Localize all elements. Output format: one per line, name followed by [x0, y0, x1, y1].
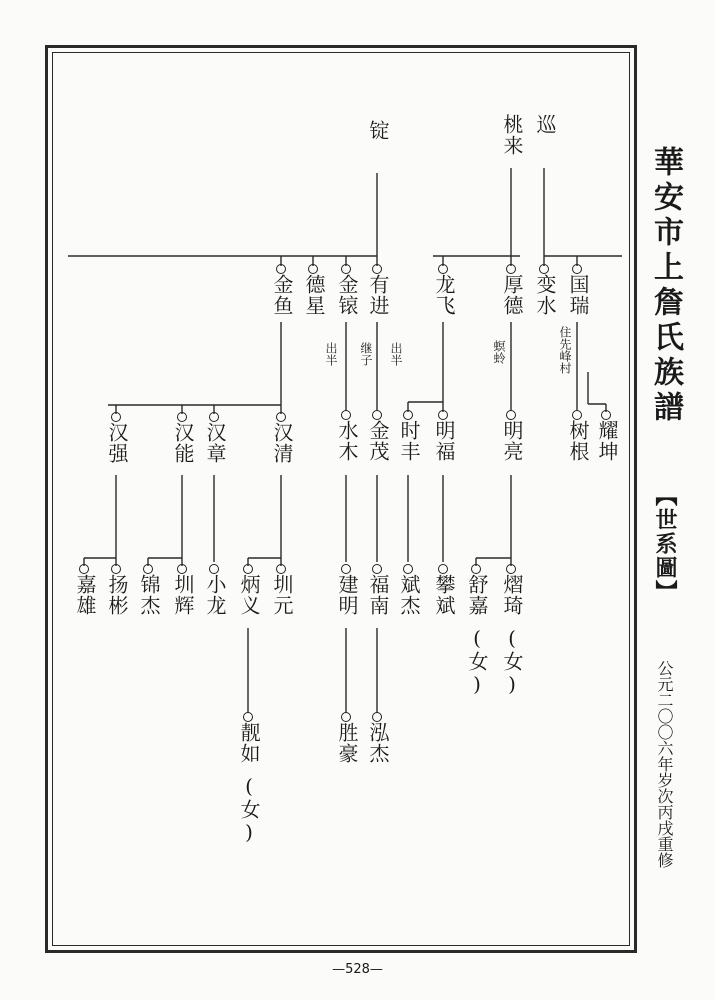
person-circle [438, 264, 448, 274]
person-name: 熠琦 [500, 574, 524, 616]
person-note: 出半 [324, 342, 338, 366]
person-circle [276, 264, 286, 274]
person-name: 时丰 [397, 420, 421, 462]
page-number: —528— [332, 962, 383, 977]
person-name: 小龙 [203, 574, 227, 616]
person-name: 胜豪 [335, 722, 359, 764]
person-circle [572, 264, 582, 274]
person-circle [177, 412, 187, 422]
person-circle [308, 264, 318, 274]
person-name: 舒嘉 [465, 574, 489, 616]
person-name: 明福 [432, 420, 456, 462]
person-name: 桃来 [500, 114, 524, 156]
person-name: 金鱼 [270, 274, 294, 316]
revision-date: 公元二〇〇六年岁次丙戌重修 [655, 660, 674, 868]
person-name: 金锿 [335, 274, 359, 316]
person-name: 嘉雄 [73, 574, 97, 616]
person-circle [209, 564, 219, 574]
person-circle [539, 264, 549, 274]
person-circle [341, 410, 351, 420]
person-circle [243, 564, 253, 574]
person-name: 汉清 [270, 422, 294, 464]
person-circle [572, 410, 582, 420]
person-circle [243, 712, 253, 722]
person-name: 水木 [335, 420, 359, 462]
person-note: 出半 [389, 342, 403, 366]
person-name: 德星 [302, 274, 326, 316]
person-circle [143, 564, 153, 574]
person-name: 锭 [366, 120, 390, 141]
person-circle [341, 712, 351, 722]
person-name: 耀坤 [595, 420, 619, 462]
person-circle [79, 564, 89, 574]
person-name: 厚德 [500, 274, 524, 316]
person-circle [438, 410, 448, 420]
person-suffix: (女) [237, 774, 261, 845]
person-name: 巡 [533, 114, 557, 135]
person-circle [341, 264, 351, 274]
person-name: 攀斌 [432, 574, 456, 616]
person-suffix: (女) [500, 626, 524, 697]
person-circle [276, 412, 286, 422]
person-name: 汉强 [105, 422, 129, 464]
person-name: 泓杰 [366, 722, 390, 764]
person-name: 锦杰 [137, 574, 161, 616]
genealogy-title: 華安市上詹氏族譜 [648, 146, 683, 426]
person-circle [506, 410, 516, 420]
person-name: 圳辉 [171, 574, 195, 616]
person-suffix: (女) [465, 626, 489, 697]
person-circle [601, 410, 611, 420]
person-circle [471, 564, 481, 574]
person-note: 螟蛉 [492, 340, 506, 364]
section-subtitle: 【世系圖】 [652, 484, 678, 604]
person-circle [403, 410, 413, 420]
person-name: 建明 [335, 574, 359, 616]
person-name: 汉章 [203, 422, 227, 464]
person-name: 圳元 [270, 574, 294, 616]
person-circle [341, 564, 351, 574]
person-circle [403, 564, 413, 574]
person-name: 龙飞 [432, 274, 456, 316]
person-circle [276, 564, 286, 574]
person-circle [111, 564, 121, 574]
person-circle [438, 564, 448, 574]
person-circle [372, 410, 382, 420]
person-name: 有进 [366, 274, 390, 316]
person-name: 变水 [533, 274, 557, 316]
person-name: 炳义 [237, 574, 261, 616]
person-circle [372, 564, 382, 574]
person-name: 福南 [366, 574, 390, 616]
person-name: 树根 [566, 420, 590, 462]
person-name: 金茂 [366, 420, 390, 462]
person-circle [506, 564, 516, 574]
person-circle [209, 412, 219, 422]
person-note: 住先峰村 [558, 326, 572, 374]
person-name: 国瑞 [566, 274, 590, 316]
person-name: 斌杰 [397, 574, 421, 616]
person-circle [111, 412, 121, 422]
person-circle [177, 564, 187, 574]
person-name: 扬彬 [105, 574, 129, 616]
person-name: 明亮 [500, 420, 524, 462]
person-name: 汉能 [171, 422, 195, 464]
person-name: 靓如 [237, 722, 261, 764]
person-circle [372, 712, 382, 722]
person-circle [506, 264, 516, 274]
person-circle [372, 264, 382, 274]
person-note: 继子 [359, 342, 373, 366]
